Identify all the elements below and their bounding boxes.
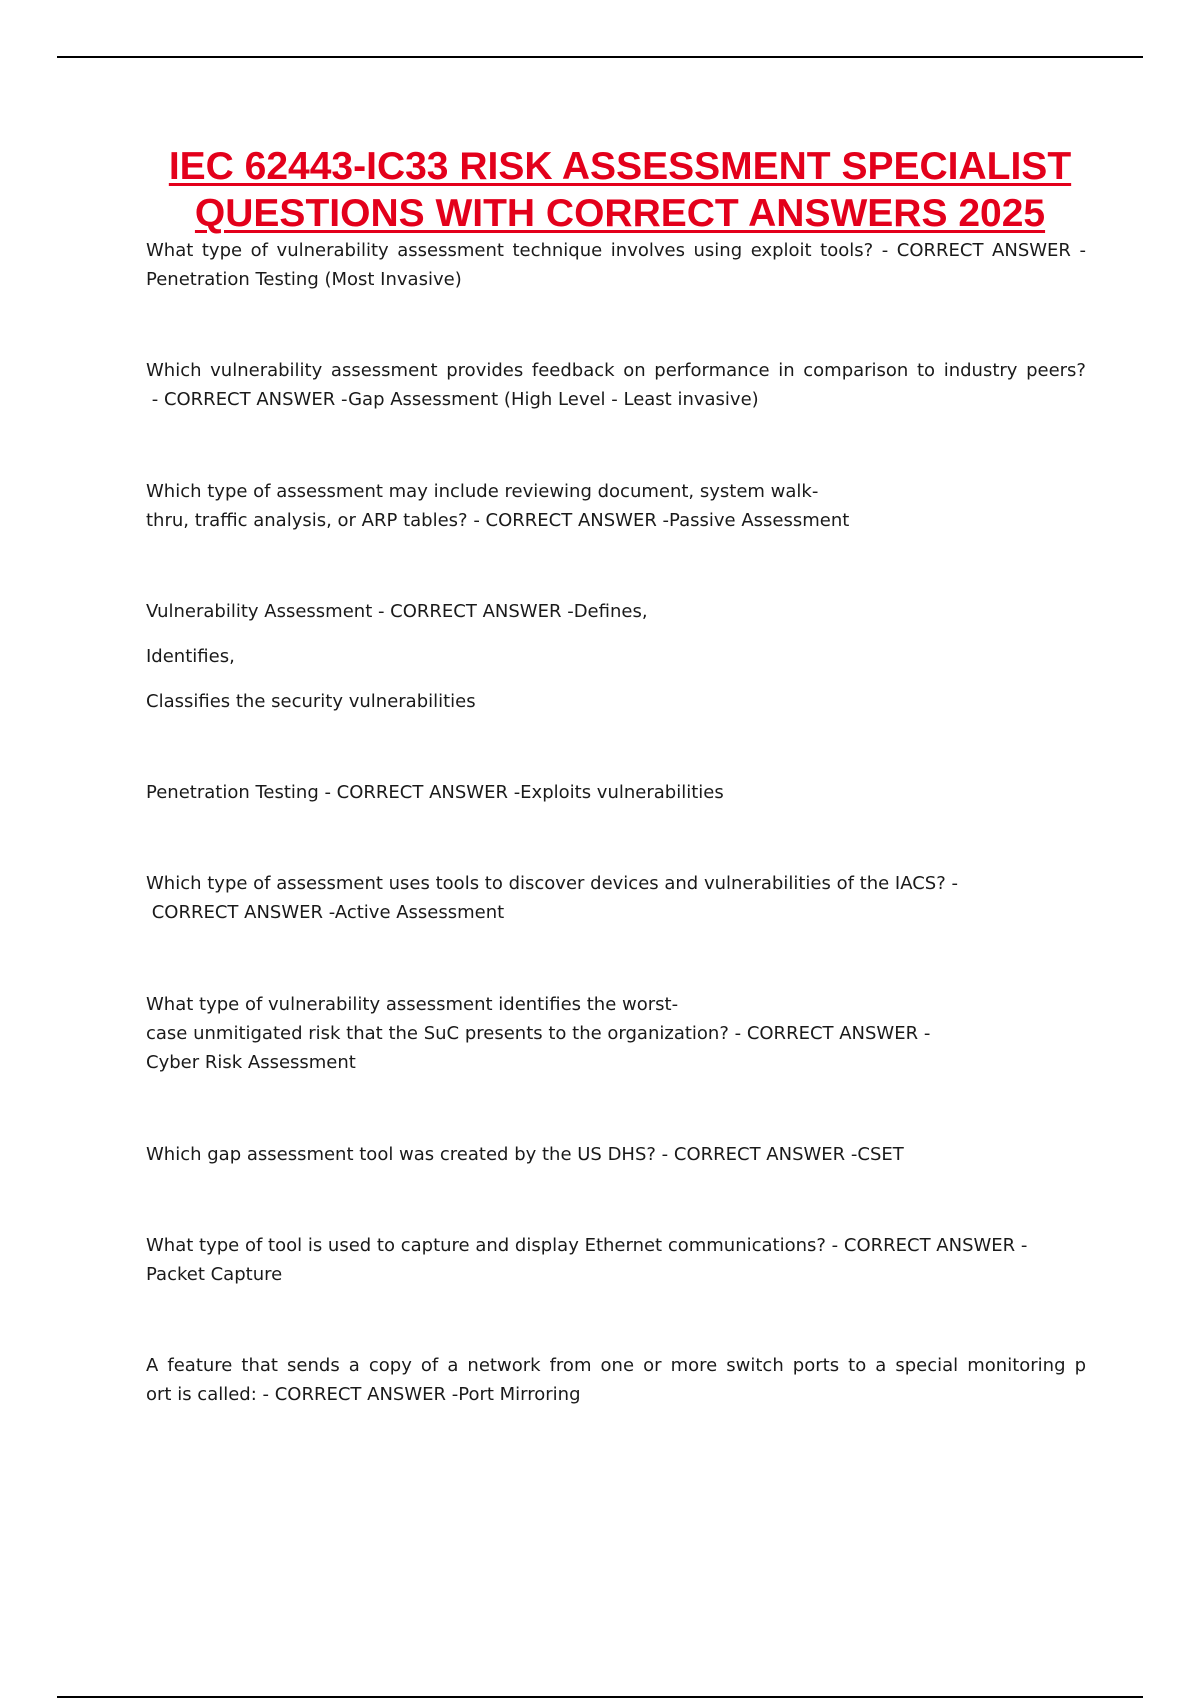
qa-item-8 bbox=[146, 1140, 1086, 1169]
title-line-1: IEC 62443-IC33 RISK ASSESSMENT SPECIALIST bbox=[168, 145, 1072, 188]
qa-line: What type of vulnerability assessment identifies the worst- bbox=[146, 994, 679, 1015]
qa-line: A feature that sends a copy of a network from one or more switch ports to a special monitoring p bbox=[146, 1355, 1086, 1376]
qa-line: ort is called: - CORRECT ANSWER -Port Mirroring bbox=[146, 1384, 581, 1405]
top-rule bbox=[57, 56, 1143, 58]
qa-line: Penetration Testing - CORRECT ANSWER -Exploits vulnerabilities bbox=[146, 782, 724, 803]
qa-line: thru, traffic analysis, or ARP tables? - CORRECT ANSWER -Passive Assessment bbox=[146, 510, 850, 531]
qa-line: What type of tool is used to capture and display Ethernet communications? - CORRECT ANSWER - bbox=[146, 1235, 1028, 1256]
qa-item-7 bbox=[146, 990, 1086, 1077]
qa-item-10 bbox=[146, 1351, 1086, 1409]
qa-line: Classifies the security vulnerabilities bbox=[146, 691, 476, 712]
qa-item-9 bbox=[146, 1231, 1086, 1289]
qa-line: Identifies, bbox=[146, 646, 235, 667]
qa-item-5 bbox=[146, 778, 1086, 807]
qa-line: Which type of assessment may include reviewing document, system walk- bbox=[146, 481, 819, 502]
qa-line: Packet Capture bbox=[146, 1264, 283, 1285]
qa-line: - CORRECT ANSWER -Gap Assessment (High Level - Least invasive) bbox=[146, 389, 759, 410]
qa-line: Cyber Risk Assessment bbox=[146, 1052, 356, 1073]
qa-line: Which vulnerability assessment provides feedback on performance in comparison to industry peers? bbox=[146, 360, 1086, 381]
qa-line: Which type of assessment uses tools to discover devices and vulnerabilities of the IACS? - bbox=[146, 873, 958, 894]
qa-line: CORRECT ANSWER -Active Assessment bbox=[146, 902, 505, 923]
qa-item-4 bbox=[146, 597, 1086, 626]
qa-line: Vulnerability Assessment - CORRECT ANSWER -Defines, bbox=[146, 601, 648, 622]
qa-line: case unmitigated risk that the SuC presents to the organization? - CORRECT ANSWER - bbox=[146, 1023, 931, 1044]
bottom-rule bbox=[57, 1696, 1143, 1698]
qa-item-4-continued bbox=[146, 642, 1086, 671]
qa-line: Penetration Testing (Most Invasive) bbox=[146, 269, 462, 290]
qa-item-4-continued-2 bbox=[146, 687, 1086, 716]
qa-item-1 bbox=[146, 236, 1086, 294]
qa-line: Which gap assessment tool was created by the US DHS? - CORRECT ANSWER -CSET bbox=[146, 1144, 904, 1165]
qa-line: What type of vulnerability assessment technique involves using exploit tools? - CORRECT ANSWER - bbox=[146, 240, 1086, 261]
document-title bbox=[0, 143, 1200, 237]
title-line-2: QUESTIONS WITH CORRECT ANSWERS 2025 bbox=[194, 192, 1046, 235]
qa-item-6 bbox=[146, 869, 1086, 927]
qa-item-3 bbox=[146, 477, 1086, 535]
qa-item-2 bbox=[146, 356, 1086, 414]
